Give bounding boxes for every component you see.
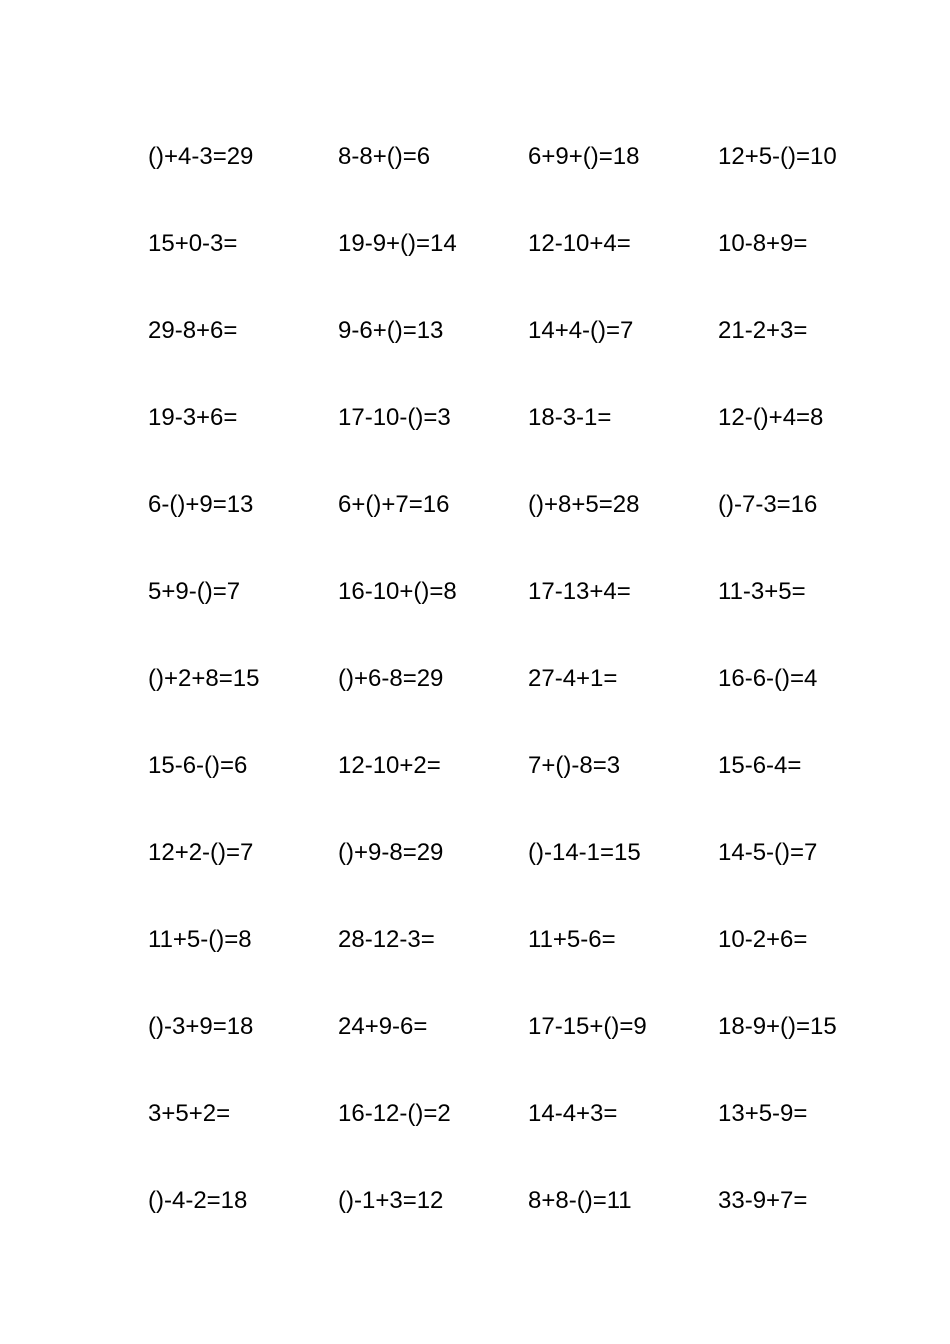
math-problem: 6+9+()=18 (528, 142, 640, 170)
math-problem: 15-6-()=6 (148, 751, 248, 779)
math-problem: ()+6-8=29 (338, 664, 444, 692)
math-problem: ()+9-8=29 (338, 838, 444, 866)
math-problem: 6+()+7=16 (338, 490, 450, 518)
math-problem: 14+4-()=7 (528, 316, 634, 344)
problem-row (148, 548, 908, 635)
problem-row (148, 896, 908, 983)
math-problem: 12-10+2= (338, 751, 441, 779)
math-problem: 8-8+()=6 (338, 142, 431, 170)
math-problem: 33-9+7= (718, 1186, 808, 1214)
problem-row (148, 200, 908, 287)
math-problem: 12+2-()=7 (148, 838, 254, 866)
problem-row (148, 809, 908, 896)
problem-row (148, 1070, 908, 1157)
math-problem: 15-6-4= (718, 751, 802, 779)
math-problem: 14-4+3= (528, 1099, 618, 1127)
problem-row (148, 722, 908, 809)
problem-row (148, 461, 908, 548)
math-problem: 11-3+5= (718, 577, 806, 605)
math-problem: 11+5-6= (528, 925, 616, 953)
math-problem: 18-3-1= (528, 403, 612, 431)
math-problem: 17-15+()=9 (528, 1012, 647, 1040)
problem-grid (148, 113, 908, 1244)
math-problem: 28-12-3= (338, 925, 435, 953)
math-problem: 7+()-8=3 (528, 751, 621, 779)
math-problem: 8+8-()=11 (528, 1186, 632, 1214)
math-problem: 12-()+4=8 (718, 403, 824, 431)
math-problem: 5+9-()=7 (148, 577, 241, 605)
problem-row (148, 983, 908, 1070)
math-problem: 19-3+6= (148, 403, 238, 431)
math-problem: 13+5-9= (718, 1099, 808, 1127)
math-problem: ()-7-3=16 (718, 490, 818, 518)
math-problem: 15+0-3= (148, 229, 238, 257)
math-problem: 21-2+3= (718, 316, 808, 344)
math-problem: ()-4-2=18 (148, 1186, 248, 1214)
problem-row (148, 287, 908, 374)
math-problem: 12+5-()=10 (718, 142, 837, 170)
math-problem: ()+4-3=29 (148, 142, 254, 170)
math-problem: 16-6-()=4 (718, 664, 818, 692)
math-problem: 9-6+()=13 (338, 316, 444, 344)
math-problem: 16-12-()=2 (338, 1099, 451, 1127)
problem-row (148, 374, 908, 461)
math-problem: 24+9-6= (338, 1012, 428, 1040)
math-problem: 10-8+9= (718, 229, 808, 257)
math-problem: 6-()+9=13 (148, 490, 254, 518)
math-problem: ()-3+9=18 (148, 1012, 254, 1040)
math-problem: ()+2+8=15 (148, 664, 260, 692)
math-problem: 11+5-()=8 (148, 925, 252, 953)
math-problem: 29-8+6= (148, 316, 238, 344)
math-problem: 19-9+()=14 (338, 229, 457, 257)
math-problem: 17-13+4= (528, 577, 631, 605)
math-problem: 17-10-()=3 (338, 403, 451, 431)
math-problem: ()-14-1=15 (528, 838, 641, 866)
problem-row (148, 113, 908, 200)
math-problem: 16-10+()=8 (338, 577, 457, 605)
math-problem: 18-9+()=15 (718, 1012, 837, 1040)
math-problem: ()+8+5=28 (528, 490, 640, 518)
math-problem: 12-10+4= (528, 229, 631, 257)
math-problem: 10-2+6= (718, 925, 808, 953)
math-problem: 27-4+1= (528, 664, 618, 692)
math-problem: ()-1+3=12 (338, 1186, 444, 1214)
problem-row (148, 1157, 908, 1244)
problem-row (148, 635, 908, 722)
math-problem: 14-5-()=7 (718, 838, 818, 866)
math-problem: 3+5+2= (148, 1099, 231, 1127)
